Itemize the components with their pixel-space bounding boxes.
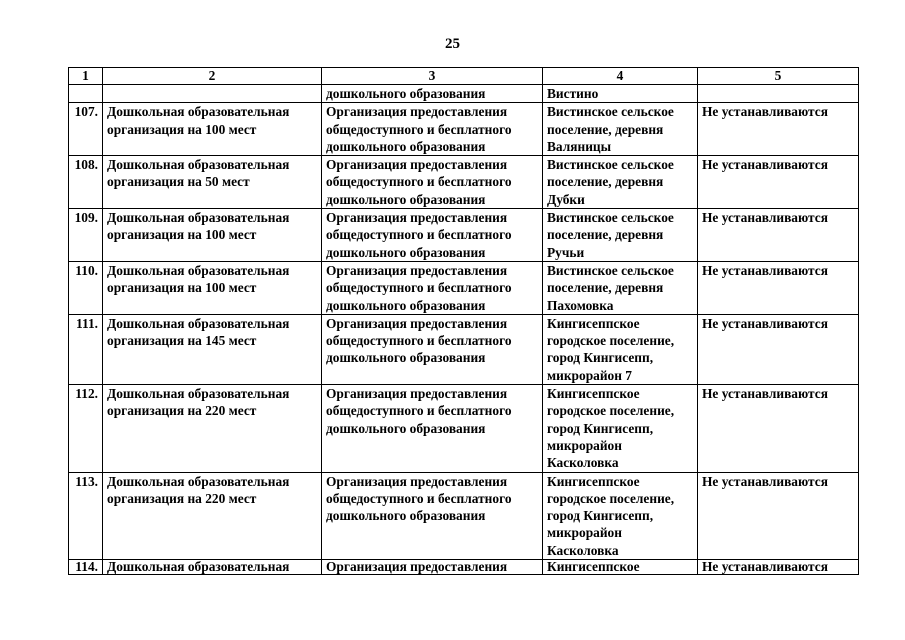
cell-location: Кингисеппское городское поселение, город Кингисепп, микрорайон 7 [543, 314, 698, 384]
cell-num: 107. [69, 103, 103, 156]
cell-purpose: Организация предоставления общедоступного и бесплатного дошкольного образования [322, 209, 543, 262]
cell-zones [698, 85, 859, 103]
cell-location: Кингисеппское городское поселение, город Кингисепп, микрорайон Касколовка [543, 385, 698, 472]
cell-name: Дошкольная образовательная [103, 560, 322, 575]
cell-num: 108. [69, 156, 103, 209]
cell-num: 110. [69, 261, 103, 314]
cell-zones: Не устанавливаются [698, 314, 859, 384]
cell-num [69, 85, 103, 103]
table-row [69, 103, 859, 156]
cell-location: Кингисеппское [543, 560, 698, 575]
cell-location: Кингисеппское городское поселение, город Кингисепп, микрорайон Касколовка [543, 472, 698, 559]
cell-purpose: Организация предоставления общедоступного и бесплатного дошкольного образования [322, 385, 543, 472]
cell-location: Вистинское сельское поселение, деревня Валяницы [543, 103, 698, 156]
cell-purpose: дошкольного образования [322, 85, 543, 103]
cell-zones: Не устанавливаются [698, 156, 859, 209]
cell-name: Дошкольная образовательная организация на 100 мест [103, 261, 322, 314]
cell-zones: Не устанавливаются [698, 472, 859, 559]
header-col-4: 4 [543, 68, 698, 85]
cell-num: 113. [69, 472, 103, 559]
continuation-row [69, 85, 859, 103]
table-row [69, 209, 859, 262]
cell-location: Вистинское сельское поселение, деревня Ручьи [543, 209, 698, 262]
cell-name: Дошкольная образовательная организация на 145 мест [103, 314, 322, 384]
cell-purpose: Организация предоставления общедоступного и бесплатного дошкольного образования [322, 156, 543, 209]
cell-name: Дошкольная образовательная организация на 220 мест [103, 472, 322, 559]
table-row [69, 472, 859, 559]
table-row [69, 385, 859, 472]
header-col-1: 1 [69, 68, 103, 85]
cell-zones: Не устанавливаются [698, 560, 859, 575]
cell-purpose: Организация предоставления общедоступного и бесплатного дошкольного образования [322, 472, 543, 559]
cell-name: Дошкольная образовательная организация на 220 мест [103, 385, 322, 472]
cell-num: 109. [69, 209, 103, 262]
cell-location: Вистинское сельское поселение, деревня Дубки [543, 156, 698, 209]
header-col-2: 2 [103, 68, 322, 85]
cell-zones: Не устанавливаются [698, 103, 859, 156]
cell-purpose: Организация предоставления [322, 560, 543, 575]
table-row [69, 314, 859, 384]
cell-location: Вистинское сельское поселение, деревня Пахомовка [543, 261, 698, 314]
table-row [69, 156, 859, 209]
cell-purpose: Организация предоставления общедоступного и бесплатного дошкольного образования [322, 261, 543, 314]
cell-name: Дошкольная образовательная организация на 100 мест [103, 103, 322, 156]
cell-zones: Не устанавливаются [698, 209, 859, 262]
cell-zones: Не устанавливаются [698, 385, 859, 472]
cell-name: Дошкольная образовательная организация на 100 мест [103, 209, 322, 262]
cell-num: 114. [69, 560, 103, 575]
table-row [69, 560, 859, 575]
header-col-3: 3 [322, 68, 543, 85]
cell-name [103, 85, 322, 103]
header-col-5: 5 [698, 68, 859, 85]
table-row [69, 261, 859, 314]
cell-zones: Не устанавливаются [698, 261, 859, 314]
objects-table [68, 67, 859, 575]
cell-location: Вистино [543, 85, 698, 103]
cell-purpose: Организация предоставления общедоступного и бесплатного дошкольного образования [322, 314, 543, 384]
header-row [69, 68, 859, 85]
cell-name: Дошкольная образовательная организация на 50 мест [103, 156, 322, 209]
cell-num: 111. [69, 314, 103, 384]
page-number: 25 [445, 36, 460, 52]
cell-purpose: Организация предоставления общедоступного и бесплатного дошкольного образования [322, 103, 543, 156]
cell-num: 112. [69, 385, 103, 472]
